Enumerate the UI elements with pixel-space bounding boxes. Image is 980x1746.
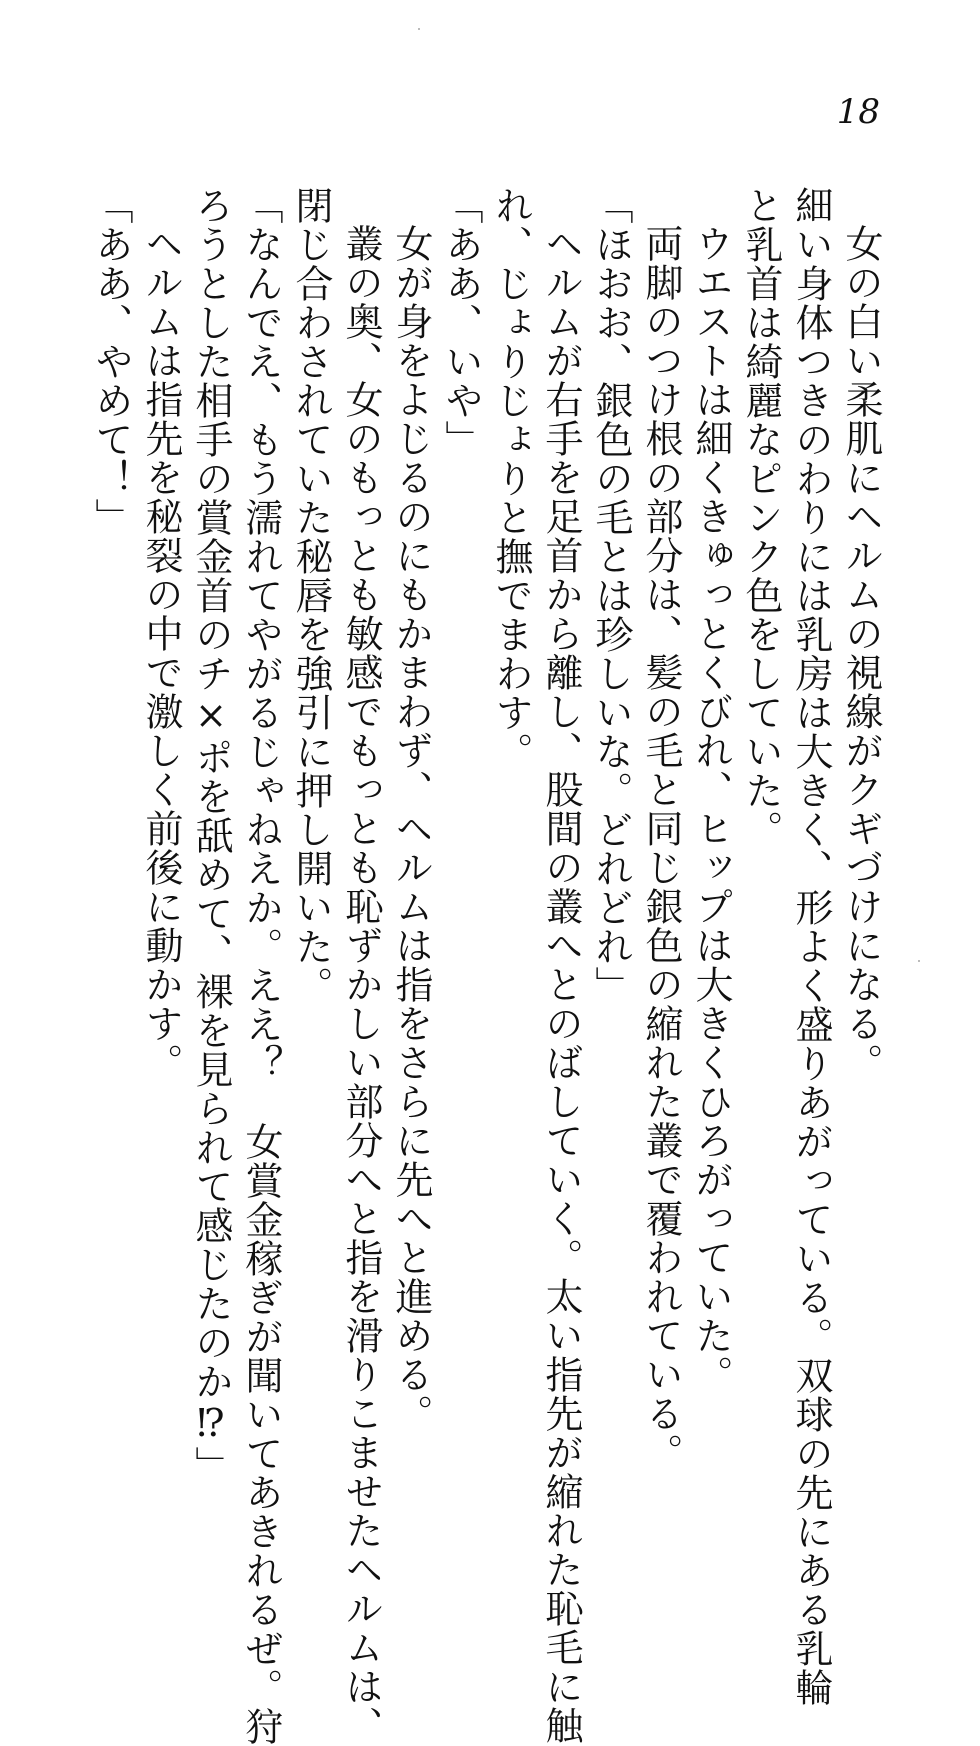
- text-line: 叢の奥、女のもっとも敏感でもっとも恥ずかしい部分へと指を滑りこませたヘルムは、: [339, 224, 383, 1745]
- scan-speck: [918, 960, 920, 962]
- text-line: 両脚のつけ根の部分は、髪の毛と同じ銀色の縮れた叢で覆われている。: [639, 224, 683, 1472]
- text-line: ウエストは細くきゅっとくびれ、ヒップは大きくひろがっていた。: [689, 224, 733, 1394]
- text-line: ヘルムは指先を秘裂の中で激しく前後に動かす。: [139, 224, 183, 1082]
- text-line: 女が身をよじるのにもかまわず、ヘルムは指をさらに先へと進める。: [389, 224, 433, 1433]
- scan-speck: [418, 28, 420, 30]
- text-line: と乳首は綺麗なピンク色をしていた。: [739, 186, 783, 849]
- text-line: 細い身体つきのわりには乳房は大きく、形よく盛りあがっている。双球の先にある乳輪: [789, 186, 833, 1707]
- text-line: ろうとした相手の賞金首のチ×ポを舐めて、裸を見られて感じたのか⁉」: [189, 186, 233, 1485]
- text-line: れ、じょりじょりと撫でまわす。: [489, 186, 533, 771]
- text-line: 閉じ合わされていた秘唇を強引に押し開いた。: [289, 186, 333, 1005]
- text-line: 女の白い柔肌にヘルムの視線がクギづけになる。: [839, 224, 883, 1082]
- text-line: 「ああ、いや」: [439, 186, 483, 459]
- text-line: 「なんでえ、もう濡れてやがるじゃねえか。ええ？ 女賞金稼ぎが聞いてあきれるぜ。狩: [239, 186, 283, 1746]
- text-line: ヘルムが右手を足首から離し、股間の叢へとのばしていく。太い指先が縮れた恥毛に触: [539, 224, 583, 1745]
- page-number: 18: [836, 92, 880, 132]
- text-line: 「ほおお、銀色の毛とは珍しいな。どれどれ」: [589, 186, 633, 1005]
- vertical-text-block: [86, 186, 886, 1746]
- text-line: 「ああ、やめて！」: [89, 186, 133, 537]
